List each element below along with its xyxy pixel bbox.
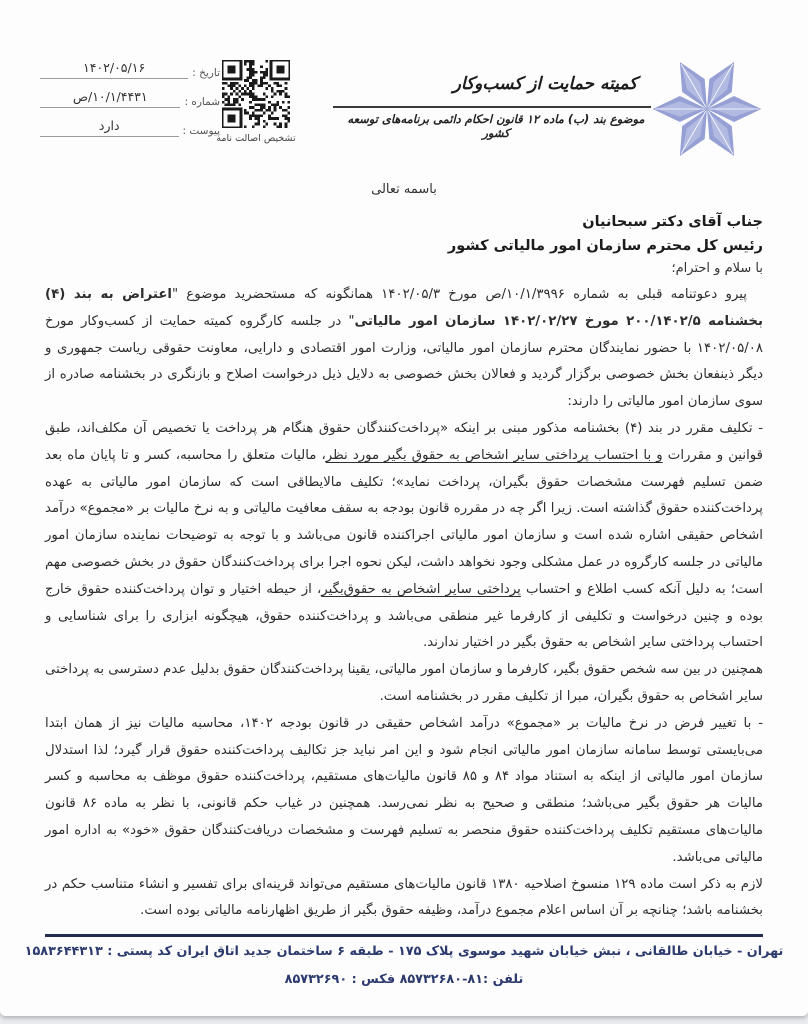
recipient-title: رئیس کل محترم سازمان امور مالیاتی کشور bbox=[447, 238, 763, 254]
qr-caption: تشخیص اصالت نامه bbox=[216, 133, 296, 144]
paragraph-objection-2: - با تغییر فرض در نرخ مالیات بر «مجموع» درآمد اشخاص حقیقی در قانون بودجه ۱۴۰۲، محاسبه مالیات نیز از همان ابتدا می‌بایستی توسط سامانه سازمان امور مالیاتی انجام شود و این امر نباید جز تکالیف پرداخت‌کننده حقوق قرار گیرد؛ لذا استدلال سازمان امور مالیاتی از اینکه به استناد مواد ۸۴ و ۸۵ قانون مالیات‌های مستقیم، پرداخت‌کننده حقوق موظف به محاسبه و کسر مالیات هر حقوق بگیر می‌باشد؛ منطقی و صحیح به نظر نمی‌رسد. همچنین در غیاب حکم قانونی، با نظر به ماده ۸۶ قانون مالیات‌های مستقیم تکلیف پرداخت‌کننده حقوق منحصر به تسلیم فهرست و مشخصات دریافت‌کنندگان حقوق «خود» به اداره امور مالیاتی می‌باشد. bbox=[45, 715, 764, 865]
intro-text: پیرو دعوتنامه قبلی به شماره ۱۰/۱/۳۹۹۶/ص مورخ ۱۴۰۲/۰۵/۳ همانگونه که مستحضرید موضوع " bbox=[171, 287, 747, 302]
paragraph-intro bbox=[45, 282, 763, 416]
date-label: تاریخ : bbox=[192, 67, 220, 79]
letter-meta-block bbox=[40, 60, 220, 147]
objection1-underlined-1: و با احتساب پرداختی سایر اشخاص به حقوق بگیر مورد نظر bbox=[325, 447, 663, 463]
footer-address: تهران - خیابان طالقانی ، نبش خیابان شهید موسوی پلاک ۱۷۵ - طبقه ۶ ساختمان جدید اتاق ایران کد پستی : ۱۵۸۳۶۴۴۳۱۳ bbox=[24, 944, 784, 959]
number-label: شماره : bbox=[184, 96, 220, 108]
header-rule bbox=[333, 106, 651, 108]
date-row bbox=[40, 60, 220, 79]
salutation: با سلام و احترام؛ bbox=[671, 261, 763, 276]
intro-subject-bold: اعتراض به بند (۴) بخشنامه ۲۰۰/۱۴۰۲/۵ مورخ ۱۴۰۲/۰۲/۲۷ سازمان امور مالیاتی bbox=[45, 287, 763, 329]
attachment-row bbox=[40, 118, 220, 137]
attachment-value: دارد bbox=[40, 118, 179, 137]
recipient-name: جناب آقای دکتر سبحانیان bbox=[582, 214, 763, 230]
footer-rule bbox=[45, 934, 763, 937]
objection1-text-end: ، از حیطه اختیار و توان پرداخت‌کننده حقوق خارج بوده و چنین درخواست و تکلیفی از کارفرما غیر منطقی می‌باشد و پرداخت‌کننده حقوق، هیچگونه ابزاری را برای شناسایی و احتساب پرداختی سایر اشخاص به حقوق بگیر در اختیار ندارند. bbox=[45, 581, 763, 651]
org-subtitle: موضوع بند (ب) ماده ۱۲ قانون احکام دائمی برنامه‌های توسعه کشور bbox=[347, 112, 645, 140]
number-value: ۱۰/۱/۴۴۳۱/ص bbox=[40, 89, 180, 108]
qr-code bbox=[222, 60, 290, 128]
objection1-text: - تکلیف مقرر در بند (۴) بخشنامه مذکور مبنی بر اینکه «پرداخت‌کنندگان حقوق هنگام هر پرداخت یا تخصیص آن مکلف‌اند، طبق قوانین و مقررات bbox=[45, 420, 764, 463]
org-name: کمیته حمایت از کسب‌وکار bbox=[452, 74, 638, 94]
bismillah: باسمه تعالی bbox=[371, 182, 437, 197]
intro-text-cont: " در جلسه کارگروه کمیته حمایت از کسب‌وکار مورخ ۱۴۰۲/۰۵/۰۸ با حضور نمایندگان محترم سازمان امور مالیاتی، وزارت امور اقتصادی و دارایی، معاونت حقوقی ریاست جمهوری و دیگر ذینفعان بخش خصوصی برگزار گردید و فعالان بخش خصوصی به دلایل ذیل درخواست اصلاح و بازنگری در بخشنامه صادره از سوی سازمان امور مالیاتی را دارند: bbox=[45, 313, 763, 410]
objection1-text-cont: ، مالیات متعلق را محاسبه، کسر و تا پایان ماه بعد ضمن تسلیم فهرست مشخصات حقوق بگیران، پرداخت نماید»؛ تکلیف مالایطاقی است که سازمان امور مالیاتی به عهده پرداخت‌کننده حقوق گذاشته است. زیرا اگر چه در مقرره قانون بودجه به سقف معافیت مالیاتی و به نرخ مالیات بر «مجموع» درآمد اشخاص حقیقی اشاره شده است و سازمان امور مالیاتی اجراکننده قانون می‌باشد و با توجه به توضیحات نماینده سازمان امور مالیاتی در جلسه کارگروه در عمل مشکلی وجود نخواهد داشت، لیکن نحوه اجرا برای پرداخت‌کنندگان حقوق در بخش خصوصی مهم است؛ به دلیل آنکه کسب اطلاع و احتساب bbox=[45, 447, 763, 597]
footer-phone-fax: تلفن :۸۱-۸۵۷۳۲۶۸۰ فکس : ۸۵۷۳۲۶۹۰ bbox=[284, 972, 524, 987]
objection1-underlined-2: پرداختی سایر اشخاص به حقوق‌بگیر bbox=[321, 581, 521, 597]
recipient-block bbox=[448, 210, 763, 280]
date-value: ۱۴۰۲/۰۵/۱۶ bbox=[40, 60, 188, 79]
attachment-label: پیوست : bbox=[182, 125, 220, 137]
paragraph-note: لازم به ذکر است ماده ۱۲۹ منسوخ اصلاحیه ۱۳۸۰ قانون مالیات‌های مستقیم می‌تواند قرینه‌ای برای تفسیر و انشاء متناسب حکم در بخشنامه باشد؛ چنانچه بر آن اساس اعلام مجموع درآمد، وظیفه حقوق بگیر از طریق اظهارنامه مالیاتی بوده است. bbox=[45, 876, 763, 919]
committee-star-logo-icon bbox=[648, 50, 766, 168]
paragraph-also: همچنین در بین سه شخص حقوق بگیر، کارفرما و سازمان امور مالیاتی، یقینا پرداخت‌کنندگان حقوق بدلیل عدم دسترسی به پرداختی سایر اشخاص به حقوق بگیران، مبرا از تکلیف مقرر در بخشنامه است. bbox=[45, 662, 763, 704]
letter-body bbox=[45, 282, 763, 925]
paragraph-objection-1 bbox=[45, 416, 763, 657]
number-row bbox=[40, 89, 220, 108]
